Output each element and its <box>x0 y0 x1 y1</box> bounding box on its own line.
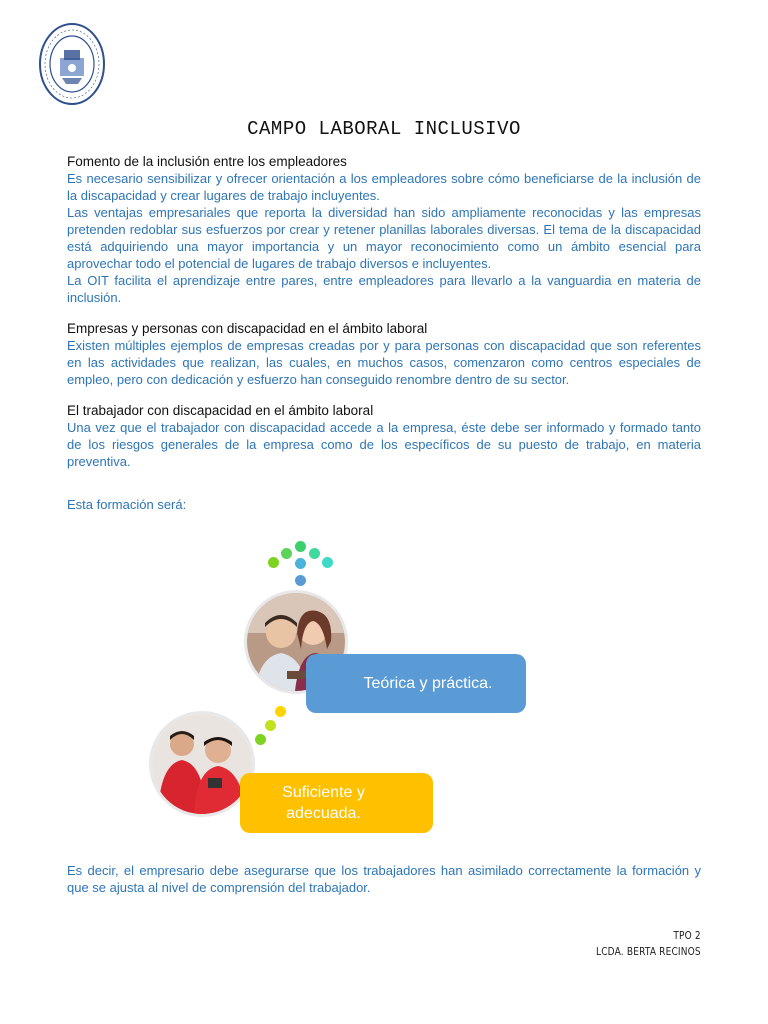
section-companies <box>67 320 701 388</box>
paragraph: Es necesario sensibilizar y ofrecer orientación a los empleadores sobre cómo beneficiarse de la inclusión de la discapacidad y crear lugares de trabajo incluyentes. <box>67 171 701 203</box>
university-seal-logo <box>38 22 106 106</box>
paragraph: Una vez que el trabajador con discapacidad accede a la empresa, éste debe ser informado y formado tanto de los riesgos generales de la empresa como de los específicos de su puesto de trabajo, en materia preventiva. <box>67 420 701 469</box>
section-heading: Fomento de la inclusión entre los empleadores <box>67 154 347 169</box>
page-title: CAMPO LABORAL INCLUSIVO <box>247 118 521 140</box>
training-item-label: Suficiente y adecuada. <box>282 784 365 822</box>
training-diagram <box>0 530 768 850</box>
paragraph: Las ventajas empresariales que reporta la diversidad han sido ampliamente reconocidas y las empresas pretenden redoblar sus esfuerzos por crear y retener planillas laborales diversas. El tema de la discapacidad está adquiriendo una mayor importancia y un mayor reconocimiento como un ámbito esencial para aprovechar todo el potencial de lugares de trabajo diversos e incluyentes. <box>67 205 701 271</box>
training-intro: Esta formación será: <box>67 497 187 512</box>
decorative-dot <box>281 548 292 559</box>
conclusion-paragraph: Es decir, el empresario debe asegurarse que los trabajadores han asimilado correctamente la formación y que se ajusta al nivel de comprensión del trabajador. <box>67 863 701 895</box>
decorative-dot <box>309 548 320 559</box>
decorative-dot <box>255 734 266 745</box>
decorative-dot <box>265 720 276 731</box>
footer-line: TPO 2 <box>673 929 701 942</box>
decorative-dot <box>295 558 306 569</box>
section-heading: Empresas y personas con discapacidad en el ámbito laboral <box>67 321 428 336</box>
training-item-sufficient-adequate <box>240 773 433 833</box>
footer-signature <box>596 928 701 960</box>
decorative-dot <box>275 706 286 717</box>
section-heading: El trabajador con discapacidad en el ámbito laboral <box>67 403 374 418</box>
decorative-dot <box>268 557 279 568</box>
section-worker <box>67 402 701 470</box>
footer-line: LCDA. BERTA RECINOS <box>596 945 701 958</box>
section-employers <box>67 153 701 306</box>
decorative-dot <box>295 575 306 586</box>
paragraph: Existen múltiples ejemplos de empresas creadas por y para personas con discapacidad que son referentes en las actividades que realizan, las cuales, en muchos casos, comenzaron como centros especiales de empleo, pero con dedicación y esfuerzo han conseguido renombre dentro de su sector. <box>67 338 701 387</box>
decorative-dot <box>322 557 333 568</box>
paragraph: La OIT facilita el aprendizaje entre pares, entre empleadores para llevarlo a la vanguardia en materia de inclusión. <box>67 273 701 305</box>
document-body <box>67 153 701 484</box>
decorative-dot <box>295 541 306 552</box>
training-item-label: Teórica y práctica. <box>363 675 493 692</box>
training-item-theory-practice <box>306 654 526 713</box>
